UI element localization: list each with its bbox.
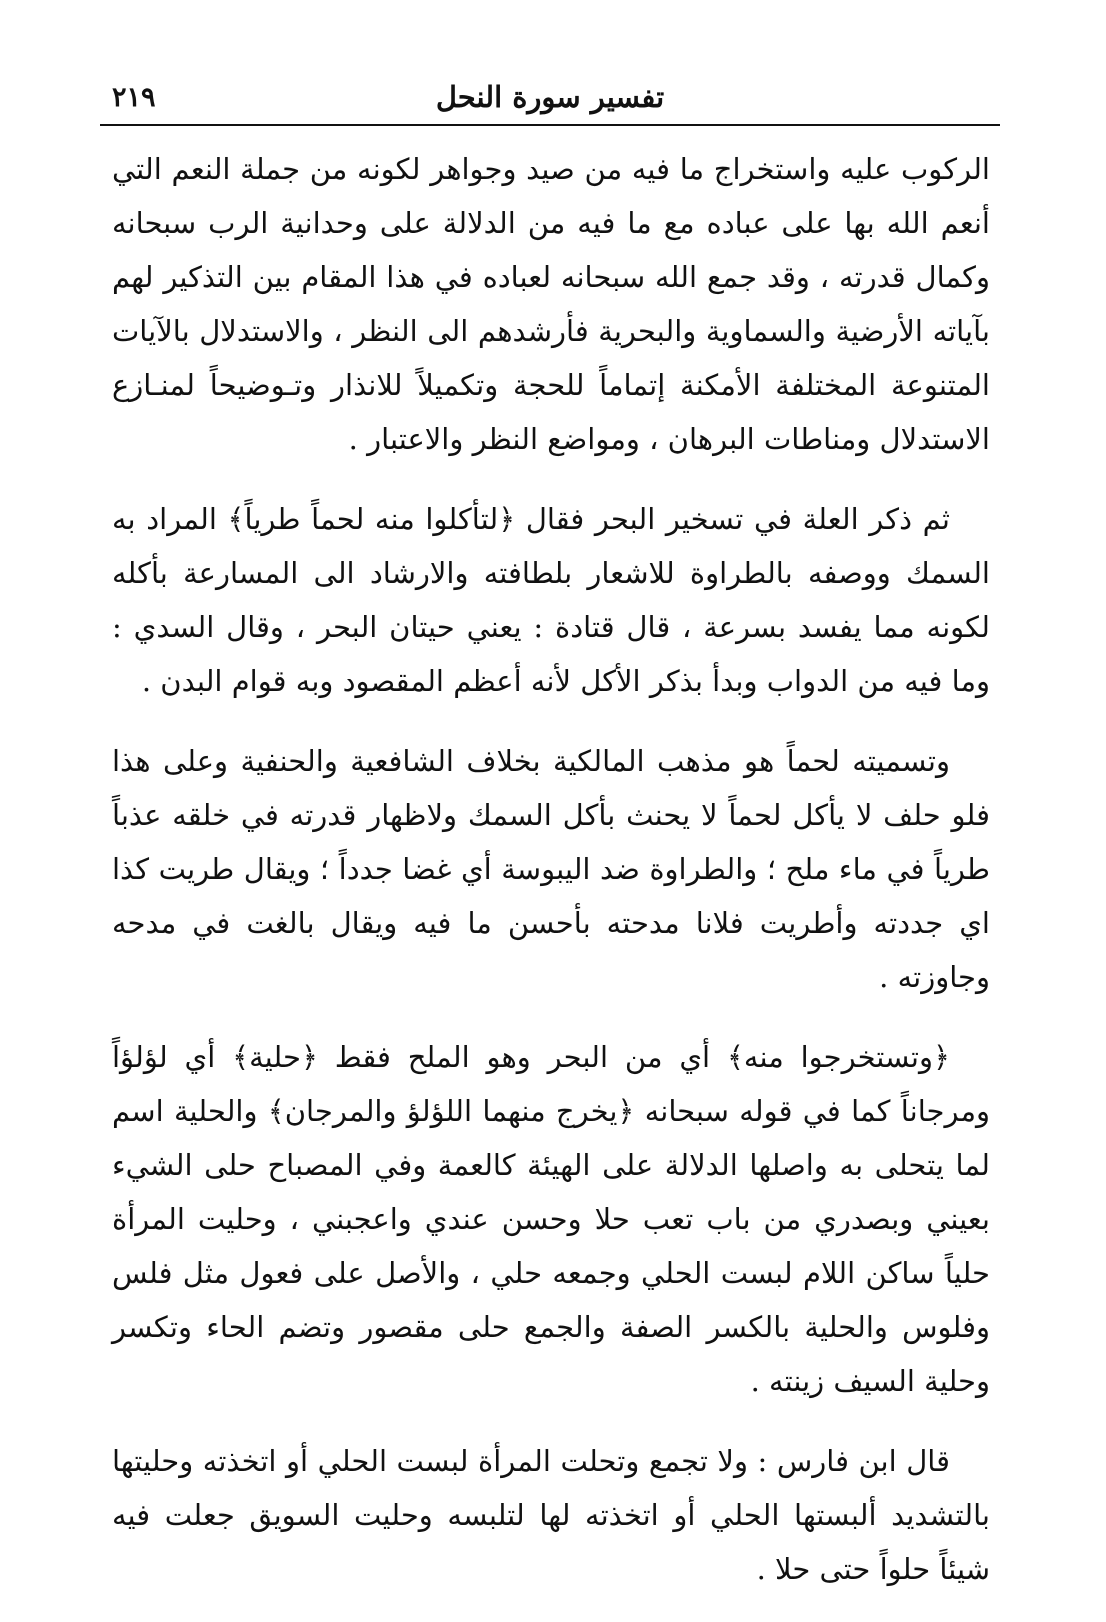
paragraph-5: قال ابن فارس : ولا تجمع وتحلت المرأة لبست الحلي أو اتخذته وحليتها بالتشديد ألبستها الحلي أو اتخذته لها لتلبسه وحليت السويق جعلت فيه شيئاً حلواً حتى حلا . (112, 1444, 990, 1586)
paragraph-3: وتسميته لحماً هو مذهب المالكية بخلاف الشافعية والحنفية وعلى هذا فلو حلف لا يأكل لحماً لا يحنث بأكل السمك ولاظهار قدرته في خلقه عذباً طرياً في ماء ملح ؛ والطراوة ضد اليبوسة أي غضا جدداً ؛ ويقال طريت كذا اي جددته وأطريت فلانا مدحته بأحسن ما فيه ويقال بالغت في مدحه وجاوزته . (112, 744, 990, 994)
paragraph-1: الركوب عليه واستخراج ما فيه من صيد وجواهر لكونه من جملة النعم التي أنعم الله بها على عباده مع ما فيه من الدلالة على وحدانية الرب سبحانه وكمال قدرته ، وقد جمع الله سبحانه لعباده في هذا المقام بين التذكير لهم بآياته الأرضية والسماوية والبحرية فأرشدهم الى النظر ، والاستدلال بالآيات المتنوعة المختلفة الأمكنة إتماماً للحجة وتكميلاً للانذار وتـوضيحاً لمنـازع الاستدلال ومناطات البرهان ، ومواضع النظر والاعتبار . (112, 152, 990, 456)
page-number: ٢١٩ (112, 82, 156, 113)
header-divider (100, 124, 1000, 126)
paragraph-4: ﴿وتستخرجوا منه﴾ أي من البحر وهو الملح فقط ﴿حلية﴾ أي لؤلؤاً ومرجاناً كما في قوله سبحانه ﴿يخرج منهما اللؤلؤ والمرجان﴾ والحلية اسم لما يتحلى به واصلها الدلالة على الهيئة كالعمة وفي المصباح حلى الشيء بعيني وبصدري من باب تعب حلا وحسن عندي واعجبني ، وحليت المرأة حلياً ساكن اللام لبست الحلي وجمعه حلي ، والأصل على فعول مثل فلس وفلوس والحلية بالكسر الصفة والجمع حلى مقصور وتضم الحاء وتكسر وحلية السيف زينته . (112, 1040, 990, 1398)
page-header (100, 70, 1000, 122)
paragraph-2: ثم ذكر العلة في تسخير البحر فقال ﴿لتأكلوا منه لحماً طرياً﴾ المراد به السمك ووصفه بالطراوة للاشعار بلطافته والارشاد الى المسارعة بأكله لكونه مما يفسد بسرعة ، قال قتادة : يعني حيتان البحر ، وقال السدي : وما فيه من الدواب وبدأ بذكر الأكل لأنه أعظم المقصود وبه قوام البدن . (112, 502, 990, 698)
page-body (112, 142, 990, 1622)
running-title: تفسير سورة النحل (435, 80, 665, 114)
